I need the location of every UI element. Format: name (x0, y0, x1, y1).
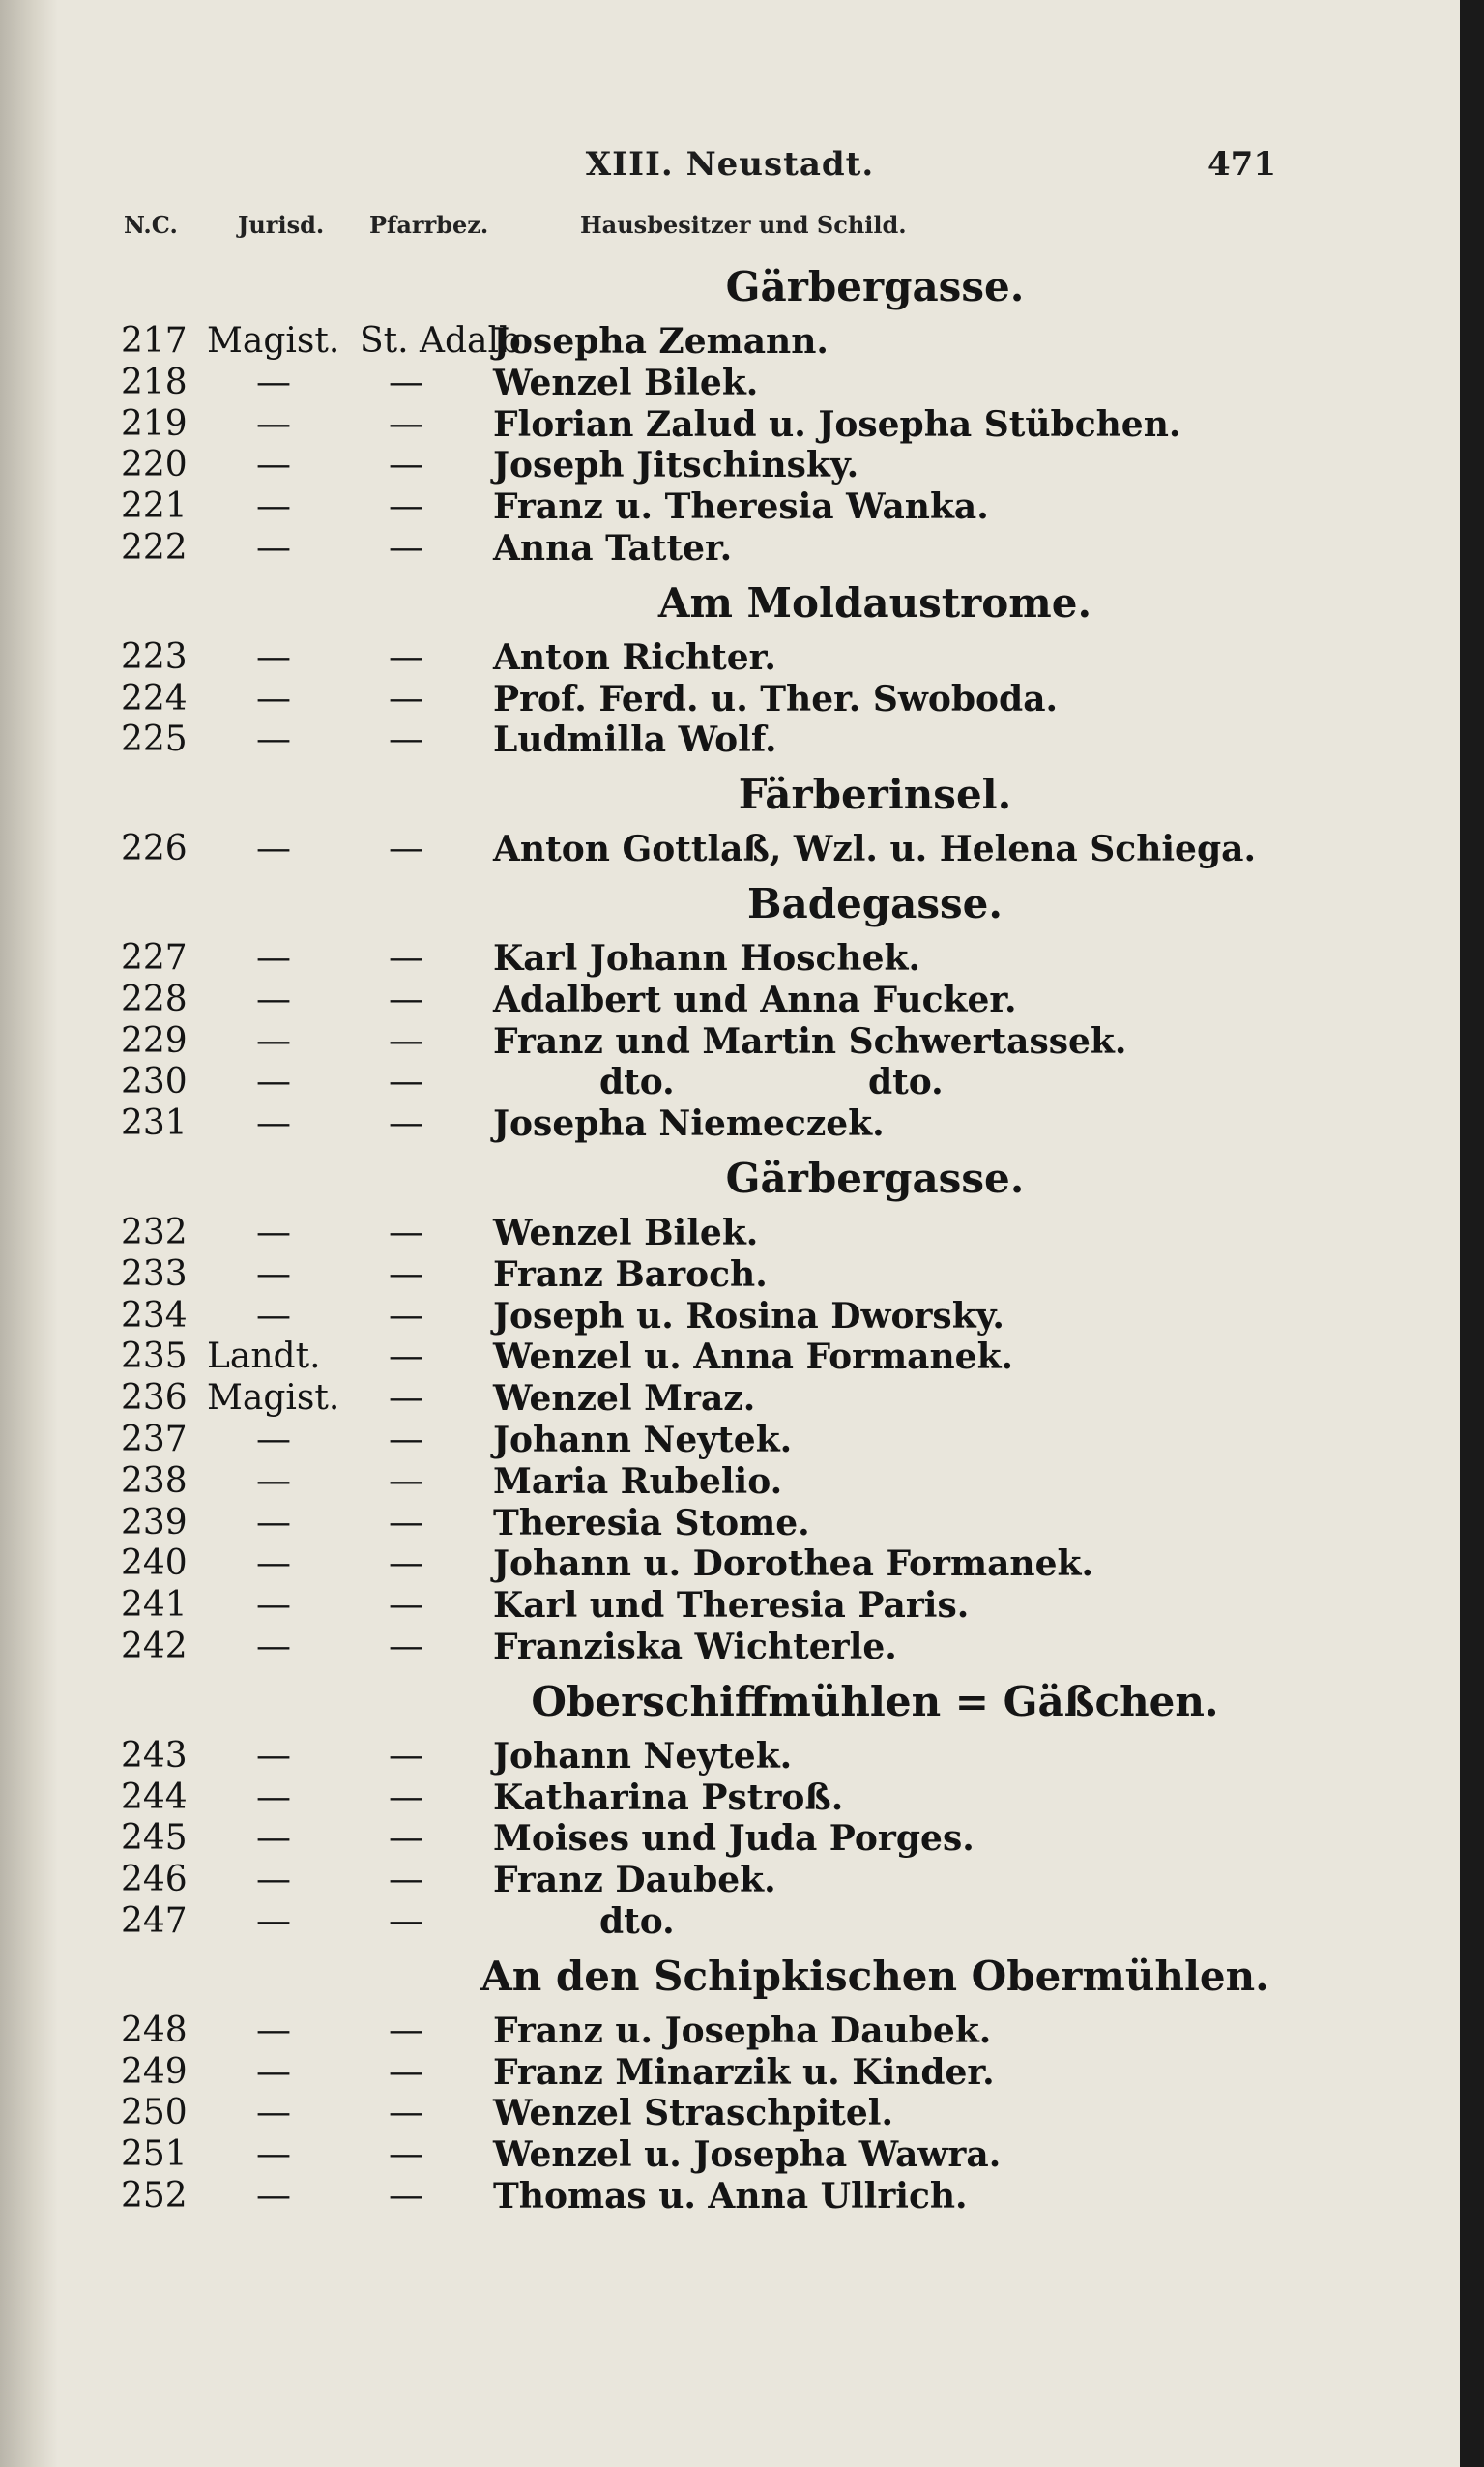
parish: — (389, 829, 423, 869)
parish: — (389, 1460, 423, 1501)
owner-name: Franziska Wichterle. (493, 1626, 897, 1667)
parish: — (389, 1419, 423, 1459)
owner-name: Karl Johann Hoschek. (493, 937, 920, 979)
house-number: 222 (121, 527, 188, 568)
section-heading: Gärbergasse. (725, 1154, 1025, 1202)
parish: — (389, 2010, 423, 2050)
house-number: 249 (121, 2051, 188, 2092)
column-header-nc: N.C. (124, 211, 178, 239)
parish: — (389, 1900, 423, 1941)
house-number: 226 (121, 829, 188, 869)
parish: — (389, 937, 423, 978)
register-row (0, 445, 1460, 486)
column-header-parish: Pfarrbez. (369, 211, 489, 239)
owner-name: Wenzel u. Anna Formanek. (493, 1336, 1014, 1378)
register-row (0, 486, 1460, 528)
register-row (0, 2052, 1460, 2094)
house-number: 251 (121, 2134, 188, 2175)
register-row (0, 2011, 1460, 2052)
owner-name: Prof. Ferd. u. Ther. Swoboda. (493, 678, 1059, 720)
jurisdiction: — (256, 1460, 291, 1501)
register-row (0, 2134, 1460, 2176)
register-row (0, 1777, 1460, 1819)
house-number: 236 (121, 1378, 188, 1419)
jurisdiction: — (256, 1860, 291, 1900)
register-row (0, 679, 1460, 720)
parish: — (389, 1020, 423, 1061)
jurisdiction: — (256, 403, 291, 444)
register-row (0, 1585, 1460, 1627)
owner-name: Johann Neytek. (493, 1419, 793, 1460)
jurisdiction: — (256, 720, 291, 760)
register-row (0, 1420, 1460, 1461)
house-number: 244 (121, 1777, 188, 1817)
register-row (0, 1254, 1460, 1296)
house-number: 217 (121, 321, 188, 361)
parish: — (389, 2051, 423, 2092)
house-number: 233 (121, 1253, 188, 1294)
owner-name: Joseph Jitschinsky. (493, 445, 859, 486)
jurisdiction: — (256, 1735, 291, 1776)
parish: — (389, 445, 423, 485)
owner-name: Katharina Pstroß. (493, 1777, 844, 1818)
register-row (0, 1021, 1460, 1063)
jurisdiction: — (256, 2093, 291, 2133)
jurisdiction: Magist. (207, 321, 340, 361)
jurisdiction: — (256, 2134, 291, 2175)
parish: — (389, 1212, 423, 1252)
house-number: 223 (121, 636, 188, 677)
house-number: 234 (121, 1295, 188, 1336)
register-row (0, 938, 1460, 980)
section-heading: Gärbergasse. (725, 263, 1025, 310)
jurisdiction: — (256, 1020, 291, 1061)
owner-name: Josepha Niemeczek. (493, 1103, 885, 1145)
house-number: 227 (121, 937, 188, 978)
jurisdiction: — (256, 636, 291, 677)
owner-name: Franz u. Josepha Daubek. (493, 2010, 992, 2051)
register-row (0, 528, 1460, 570)
jurisdiction: — (256, 445, 291, 485)
house-number: 248 (121, 2010, 188, 2050)
register-row (0, 1336, 1460, 1378)
owner-name: Florian Zalud u. Josepha Stübchen. (493, 403, 1181, 445)
owner-name: Johann u. Dorothea Formanek. (493, 1543, 1093, 1585)
register-row (0, 720, 1460, 761)
register-row (0, 1901, 1460, 1943)
house-number: 230 (121, 1062, 188, 1102)
register-row (0, 2176, 1460, 2217)
jurisdiction: — (256, 1626, 291, 1666)
register-row (0, 1543, 1460, 1585)
jurisdiction: — (256, 1103, 291, 1144)
house-number: 245 (121, 1818, 188, 1859)
owner-name: Franz Daubek. (493, 1860, 776, 1901)
owner-name: Anna Tatter. (493, 527, 733, 569)
house-number: 228 (121, 979, 188, 1019)
owner-name: Wenzel Bilek. (493, 1212, 759, 1253)
register-row (0, 321, 1460, 363)
house-number: 239 (121, 1502, 188, 1542)
owner-name: Franz u. Theresia Wanka. (493, 486, 989, 528)
jurisdiction: — (256, 1295, 291, 1336)
owner-name: Thomas u. Anna Ullrich. (493, 2175, 968, 2217)
owner-name: Wenzel u. Josepha Wawra. (493, 2134, 1002, 2176)
owner-name: Joseph u. Rosina Dworsky. (493, 1295, 1004, 1336)
parish: — (389, 1735, 423, 1776)
register-row (0, 1860, 1460, 1901)
register-row (0, 1627, 1460, 1668)
owner-name: Karl und Theresia Paris. (493, 1585, 970, 1627)
owner-name: Adalbert und Anna Fucker. (493, 979, 1017, 1020)
house-number: 243 (121, 1735, 188, 1776)
house-number: 221 (121, 486, 188, 527)
parish: — (389, 1295, 423, 1336)
house-number: 250 (121, 2093, 188, 2133)
parish: — (389, 486, 423, 527)
parish: — (389, 1777, 423, 1817)
house-number: 219 (121, 403, 188, 444)
register-row (0, 1503, 1460, 1544)
parish: — (389, 720, 423, 760)
house-number: 240 (121, 1543, 188, 1584)
owner-name: Franz Baroch. (493, 1253, 768, 1295)
jurisdiction: — (256, 678, 291, 719)
register-row (0, 1062, 1460, 1103)
parish: — (389, 1062, 423, 1102)
house-number: 224 (121, 678, 188, 719)
jurisdiction: — (256, 486, 291, 527)
jurisdiction: — (256, 2010, 291, 2050)
jurisdiction: Magist. (207, 1378, 340, 1419)
running-title: XIII. Neustadt. (585, 145, 875, 184)
parish: — (389, 1253, 423, 1294)
parish: — (389, 1543, 423, 1584)
owner-name: Maria Rubelio. (493, 1460, 783, 1502)
jurisdiction: — (256, 2051, 291, 2092)
owner-name: Wenzel Bilek. (493, 362, 759, 403)
section-heading: Färberinsel. (738, 771, 1012, 819)
parish: — (389, 1860, 423, 1900)
section-heading: Oberschiffmühlen = Gäßchen. (531, 1677, 1219, 1725)
parish: — (389, 2134, 423, 2175)
parish: — (389, 362, 423, 402)
page-edge-shadow (1460, 0, 1484, 2467)
page-number: 471 (1208, 145, 1276, 184)
parish: — (389, 527, 423, 568)
page-header (0, 145, 1460, 193)
jurisdiction: — (256, 1419, 291, 1459)
jurisdiction: — (256, 527, 291, 568)
owner-name: dto. (599, 1062, 675, 1103)
house-number: 246 (121, 1860, 188, 1900)
owner-name: Theresia Stome. (493, 1502, 810, 1543)
register-row (0, 2093, 1460, 2134)
parish: St. Adalb. (360, 321, 533, 361)
jurisdiction: — (256, 362, 291, 402)
jurisdiction: — (256, 829, 291, 869)
parish: — (389, 1585, 423, 1626)
owner-name-ditto: dto. (868, 1062, 944, 1103)
jurisdiction: — (256, 2175, 291, 2216)
jurisdiction: — (256, 937, 291, 978)
house-number: 237 (121, 1419, 188, 1459)
parish: — (389, 636, 423, 677)
owner-name: Franz und Martin Schwertassek. (493, 1020, 1127, 1062)
jurisdiction: — (256, 1253, 291, 1294)
house-number: 235 (121, 1336, 188, 1377)
house-number: 231 (121, 1103, 188, 1144)
parish: — (389, 1378, 423, 1419)
jurisdiction: — (256, 1062, 291, 1102)
house-number: 229 (121, 1020, 188, 1061)
section-heading: Am Moldaustrome. (657, 578, 1092, 627)
register-row (0, 1103, 1460, 1145)
parish: — (389, 2175, 423, 2216)
column-header-jurisdiction: Jurisd. (238, 211, 325, 239)
register-row (0, 637, 1460, 679)
owner-name: dto. (599, 1900, 675, 1942)
jurisdiction: — (256, 1900, 291, 1941)
house-number: 252 (121, 2175, 188, 2216)
parish: — (389, 403, 423, 444)
register-row (0, 1461, 1460, 1503)
house-number: 241 (121, 1585, 188, 1626)
parish: — (389, 1626, 423, 1666)
jurisdiction: — (256, 1585, 291, 1626)
house-number: 225 (121, 720, 188, 760)
jurisdiction: — (256, 979, 291, 1019)
section-heading: An den Schipkischen Obermühlen. (480, 1952, 1269, 2000)
house-number: 247 (121, 1900, 188, 1941)
register-row (0, 1296, 1460, 1337)
jurisdiction: — (256, 1543, 291, 1584)
owner-name: Moises und Juda Porges. (493, 1818, 975, 1860)
register-row (0, 363, 1460, 404)
owner-name: Wenzel Straschpitel. (493, 2093, 893, 2134)
register-row (0, 1213, 1460, 1254)
parish: — (389, 1336, 423, 1377)
register-row (0, 1736, 1460, 1777)
owner-name: Johann Neytek. (493, 1735, 793, 1777)
parish: — (389, 2093, 423, 2133)
house-number: 218 (121, 362, 188, 402)
parish: — (389, 979, 423, 1019)
register-row (0, 1378, 1460, 1420)
jurisdiction: — (256, 1502, 291, 1542)
parish: — (389, 1818, 423, 1859)
house-number: 232 (121, 1212, 188, 1252)
house-number: 238 (121, 1460, 188, 1501)
register-row (0, 980, 1460, 1021)
owner-name: Josepha Zemann. (493, 321, 829, 362)
owner-name: Ludmilla Wolf. (493, 720, 777, 761)
house-number: 220 (121, 445, 188, 485)
section-heading: Badegasse. (746, 879, 1004, 927)
jurisdiction: — (256, 1212, 291, 1252)
jurisdiction: — (256, 1818, 291, 1859)
register-row (0, 829, 1460, 870)
register-row (0, 1818, 1460, 1860)
jurisdiction: — (256, 1777, 291, 1817)
owner-name: Anton Richter. (493, 636, 776, 678)
column-header-owner: Hausbesitzer und Schild. (580, 211, 907, 239)
column-headers (0, 211, 1460, 246)
owner-name: Anton Gottlaß, Wzl. u. Helena Schiega. (493, 829, 1256, 870)
parish: — (389, 1103, 423, 1144)
house-register-list (0, 253, 1460, 2217)
owner-name: Wenzel Mraz. (493, 1378, 756, 1420)
parish: — (389, 1502, 423, 1542)
house-number: 242 (121, 1626, 188, 1666)
jurisdiction: Landt. (207, 1336, 321, 1377)
parish: — (389, 678, 423, 719)
owner-name: Franz Minarzik u. Kinder. (493, 2051, 995, 2093)
register-row (0, 404, 1460, 446)
